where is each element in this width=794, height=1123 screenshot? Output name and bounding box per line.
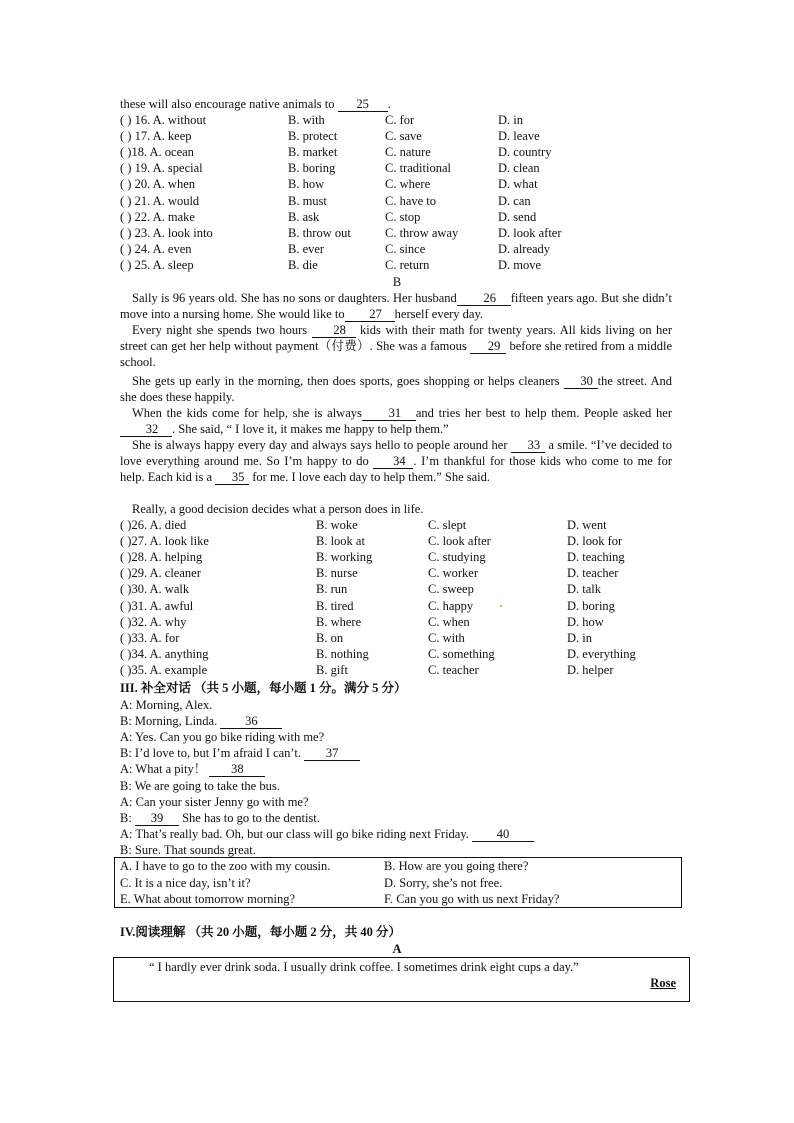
cloze-a-question-row bbox=[120, 193, 680, 209]
option-c: C. look after bbox=[428, 534, 491, 549]
blank-36: 36 bbox=[220, 715, 282, 729]
dialogue-line bbox=[120, 826, 534, 842]
cloze-a-question-row bbox=[120, 144, 680, 160]
p2-text-a: Every night she spends two hours bbox=[132, 323, 308, 337]
option-num: ( ) 20. A. when bbox=[120, 177, 195, 192]
option-f: F. Can you go with us next Friday? bbox=[384, 892, 560, 906]
option-d: D. move bbox=[498, 257, 542, 272]
dialogue-line bbox=[120, 778, 280, 794]
option-b: B. die bbox=[288, 257, 318, 272]
cloze-a-question-row bbox=[120, 225, 680, 241]
option-b: B. with bbox=[288, 113, 325, 127]
option-num: ( )28. A. helping bbox=[120, 550, 203, 565]
option-num: ( ) 21. A. would bbox=[120, 193, 200, 208]
option-d: D. went bbox=[567, 518, 607, 532]
stray-mark bbox=[500, 605, 502, 607]
option-b: B. run bbox=[316, 582, 348, 597]
option-d: D. already bbox=[498, 241, 551, 256]
dialogue-text: B: bbox=[120, 810, 132, 825]
dialogue-text: A: Can your sister Jenny go with me? bbox=[120, 794, 309, 809]
option-b: B. ask bbox=[288, 209, 320, 224]
p5-text-d: for me. I love each day to help them.” She said. bbox=[252, 470, 491, 484]
option-c: C. return bbox=[385, 257, 430, 272]
cloze-a-question-row bbox=[120, 112, 680, 128]
option-d: D. helper bbox=[567, 662, 614, 677]
blank-27: 27 bbox=[345, 308, 395, 322]
section-iv-heading: IV.阅读理解 （共 20 小题，每小题 2 分，共 40 分） bbox=[120, 925, 402, 939]
option-num: ( ) 24. A. even bbox=[120, 241, 192, 256]
p2-text-b: kids with their math for twenty years. All kids living on her street can get her help without payment（付费）. She was a famous bbox=[120, 323, 672, 353]
option-d: D. clean bbox=[498, 161, 540, 176]
cloze-b-question-row bbox=[120, 598, 680, 614]
p3-text-a: She gets up early in the morning, then does sports, goes shopping or helps cleaners bbox=[132, 374, 560, 388]
option-d: D. how bbox=[567, 614, 604, 629]
option-d: D. boring bbox=[567, 598, 615, 613]
passage-a-tail bbox=[120, 96, 391, 112]
option-c: C. with bbox=[428, 630, 465, 645]
option-b: B. How are you going there? bbox=[384, 859, 529, 873]
option-b: B. how bbox=[288, 177, 325, 192]
option-num: ( ) 23. A. look into bbox=[120, 225, 213, 240]
option-d: D. country bbox=[498, 145, 552, 160]
passage-b-paragraph-6: Really, a good decision decides what a person does in life. bbox=[132, 502, 424, 516]
cloze-a-question-row bbox=[120, 128, 680, 144]
dialogue-text: B: I’d love to, but I’m afraid I can’t. bbox=[120, 746, 301, 761]
option-c: C. slept bbox=[428, 518, 467, 532]
dialogue-line bbox=[120, 697, 212, 713]
blank-35: 35 bbox=[215, 471, 249, 485]
blank-30: 30 bbox=[564, 375, 598, 389]
option-b: B. nurse bbox=[316, 566, 358, 581]
dialogue-line bbox=[120, 713, 282, 729]
dialogue-line bbox=[120, 794, 309, 810]
dialogue-text: A: That’s really bad. Oh, but our class will go bike riding next Friday. bbox=[120, 826, 469, 841]
option-num: ( )29. A. cleaner bbox=[120, 566, 201, 581]
dialogue-text: A: What a pity！ bbox=[120, 762, 207, 777]
option-d: D. can bbox=[498, 193, 531, 208]
option-c: C. teacher bbox=[428, 662, 479, 677]
option-c: C. save bbox=[385, 129, 422, 144]
option-num: ( )30. A. walk bbox=[120, 582, 190, 597]
option-b: B. protect bbox=[288, 129, 338, 144]
cloze-a-question-row bbox=[120, 209, 680, 225]
option-b: B. on bbox=[316, 630, 344, 645]
option-b: B. look at bbox=[316, 534, 365, 549]
option-num: ( )18. A. ocean bbox=[120, 145, 194, 160]
dialogue-text: A: Yes. Can you go bike riding with me? bbox=[120, 730, 325, 745]
option-num: ( )35. A. example bbox=[120, 662, 208, 677]
section-b-label: B bbox=[392, 275, 402, 289]
blank-26: 26 bbox=[457, 292, 511, 306]
quote-text: “ I hardly ever drink soda. I usually drink coffee. I sometimes drink eight cups a day.” bbox=[149, 960, 579, 974]
option-d: D. everything bbox=[567, 646, 636, 661]
cloze-a-question-row bbox=[120, 257, 680, 273]
p5-text-c: . I’m thankful for those kids who come to me for help. Each kid is a bbox=[120, 454, 673, 484]
blank-31: 31 bbox=[362, 407, 416, 421]
p5-text-a: She is always happy every day and always says hello to people around her bbox=[132, 438, 508, 452]
option-b: B. tired bbox=[316, 598, 354, 613]
option-d: D. in bbox=[567, 630, 592, 645]
option-b: B. woke bbox=[316, 518, 358, 532]
option-num: ( )32. A. why bbox=[120, 614, 187, 629]
option-c: C. have to bbox=[385, 193, 437, 208]
option-d: D. leave bbox=[498, 129, 540, 144]
option-b: B. throw out bbox=[288, 225, 351, 240]
cloze-b-question-row bbox=[120, 517, 680, 533]
option-d: D. Sorry, she’s not free. bbox=[384, 876, 503, 890]
option-d: D. teacher bbox=[567, 566, 619, 581]
option-num: ( ) 16. A. without bbox=[120, 113, 207, 127]
p5-text-b: a smile. “I’ve decided to love everything around me. So I’m happy to do bbox=[120, 438, 673, 468]
option-num: ( ) 19. A. special bbox=[120, 161, 203, 176]
blank-39: 39 bbox=[135, 812, 179, 826]
option-c: C. when bbox=[428, 614, 470, 629]
p3-text-b: the street. And she does these happily. bbox=[120, 374, 673, 404]
cloze-b-question-row bbox=[120, 662, 680, 678]
option-d: D. look after bbox=[498, 225, 562, 240]
option-d: D. in bbox=[498, 113, 523, 127]
passage-a-tail-text: these will also encourage native animals to bbox=[120, 97, 335, 111]
option-a: A. I have to go to the zoo with my cousin. bbox=[120, 859, 331, 873]
option-b: B. must bbox=[288, 193, 327, 208]
option-b: B. gift bbox=[316, 662, 348, 677]
option-b: B. nothing bbox=[316, 646, 369, 661]
blank-25: 25 bbox=[338, 98, 388, 112]
dialogue-text-after: She has to go to the dentist. bbox=[182, 810, 320, 825]
option-c: C. It is a nice day, isn’t it? bbox=[120, 876, 251, 890]
cloze-b-question-row bbox=[120, 581, 680, 597]
option-d: D. look for bbox=[567, 534, 623, 549]
dialogue-options-box bbox=[114, 857, 682, 908]
option-b: B. market bbox=[288, 145, 338, 160]
p4-text-a: When the kids come for help, she is always bbox=[132, 406, 362, 420]
option-c: C. where bbox=[385, 177, 431, 192]
option-b: B. boring bbox=[288, 161, 336, 176]
option-c: C. sweep bbox=[428, 582, 474, 597]
option-c: C. stop bbox=[385, 209, 421, 224]
p1-text-b: fifteen years ago. But she didn’t move into a nursing home. She would like to bbox=[120, 291, 672, 321]
dialogue-line bbox=[120, 842, 256, 858]
p2-text-c: before she retired from a middle school. bbox=[120, 339, 673, 369]
blank-32: 32 bbox=[120, 423, 172, 437]
option-b: B. ever bbox=[288, 241, 325, 256]
dialogue-line bbox=[120, 729, 324, 745]
quote-box bbox=[113, 957, 690, 1002]
quote-author: Rose bbox=[650, 976, 676, 990]
cloze-b-question-row bbox=[120, 549, 680, 565]
cloze-a-question-row bbox=[120, 241, 680, 257]
passage-b-paragraph-2 bbox=[120, 322, 672, 370]
option-c: C. throw away bbox=[385, 225, 459, 240]
option-c: C. traditional bbox=[385, 161, 451, 176]
option-num: ( )33. A. for bbox=[120, 630, 180, 645]
option-e: E. What about tomorrow morning? bbox=[120, 892, 296, 906]
passage-b-paragraph-1 bbox=[120, 290, 672, 322]
dialogue-text: B: Sure. That sounds great. bbox=[120, 842, 256, 857]
option-num: ( ) 25. A. sleep bbox=[120, 257, 194, 272]
cloze-b-question-row bbox=[120, 533, 680, 549]
p4-text-b: and tries her best to help them. People asked her bbox=[415, 406, 672, 420]
option-b: B. where bbox=[316, 614, 362, 629]
option-num: ( )26. A. died bbox=[120, 518, 187, 532]
option-d: D. talk bbox=[567, 582, 602, 597]
blank-29: 29 bbox=[470, 340, 506, 354]
passage-a-tail-end: . bbox=[387, 97, 391, 111]
option-num: ( )34. A. anything bbox=[120, 646, 209, 661]
p1-text-c: herself every day. bbox=[394, 307, 484, 321]
dialogue-text: B: We are going to take the bus. bbox=[120, 778, 280, 793]
dialogue-line bbox=[120, 745, 360, 761]
blank-40: 40 bbox=[472, 828, 534, 842]
section-iii-heading: III. 补全对话 （共 5 小题，每小题 1 分。满分 5 分） bbox=[120, 681, 407, 695]
blank-34: 34 bbox=[373, 455, 413, 469]
option-c: C. studying bbox=[428, 550, 486, 565]
option-b: B. working bbox=[316, 550, 373, 565]
cloze-b-question-row bbox=[120, 630, 680, 646]
blank-37: 37 bbox=[304, 747, 360, 761]
cloze-b-question-row bbox=[120, 614, 680, 630]
option-d: D. send bbox=[498, 209, 537, 224]
option-c: C. for bbox=[385, 113, 415, 127]
cloze-b-question-row bbox=[120, 646, 680, 662]
option-d: D. teaching bbox=[567, 550, 625, 565]
option-c: C. nature bbox=[385, 145, 431, 160]
p4-text-c: . She said, “ I love it, it makes me happy to help them.” bbox=[172, 422, 449, 436]
blank-38: 38 bbox=[209, 763, 265, 777]
cloze-a-question-row bbox=[120, 176, 680, 192]
option-num: ( )27. A. look like bbox=[120, 534, 209, 549]
dialogue-line bbox=[120, 761, 265, 777]
passage-b-paragraph-5 bbox=[120, 437, 672, 485]
blank-33: 33 bbox=[511, 439, 545, 453]
cloze-b-question-row bbox=[120, 565, 680, 581]
option-num: ( )31. A. awful bbox=[120, 598, 194, 613]
passage-b-paragraph-4 bbox=[120, 405, 672, 437]
option-num: ( ) 22. A. make bbox=[120, 209, 195, 224]
dialogue-line bbox=[120, 810, 320, 826]
reading-label-a: A bbox=[392, 942, 402, 956]
option-c: C. happy bbox=[428, 598, 474, 613]
blank-28: 28 bbox=[312, 324, 356, 338]
cloze-a-question-row bbox=[120, 160, 680, 176]
option-d: D. what bbox=[498, 177, 538, 192]
p1-text-a: Sally is 96 years old. She has no sons or daughters. Her husband bbox=[132, 291, 457, 305]
option-c: C. worker bbox=[428, 566, 478, 581]
dialogue-text: A: Morning, Alex. bbox=[120, 698, 213, 712]
option-c: C. something bbox=[428, 646, 495, 661]
option-num: ( ) 17. A. keep bbox=[120, 129, 192, 144]
passage-b-paragraph-3 bbox=[120, 373, 672, 405]
dialogue-text: B: Morning, Linda. bbox=[120, 714, 218, 729]
option-c: C. since bbox=[385, 241, 426, 256]
